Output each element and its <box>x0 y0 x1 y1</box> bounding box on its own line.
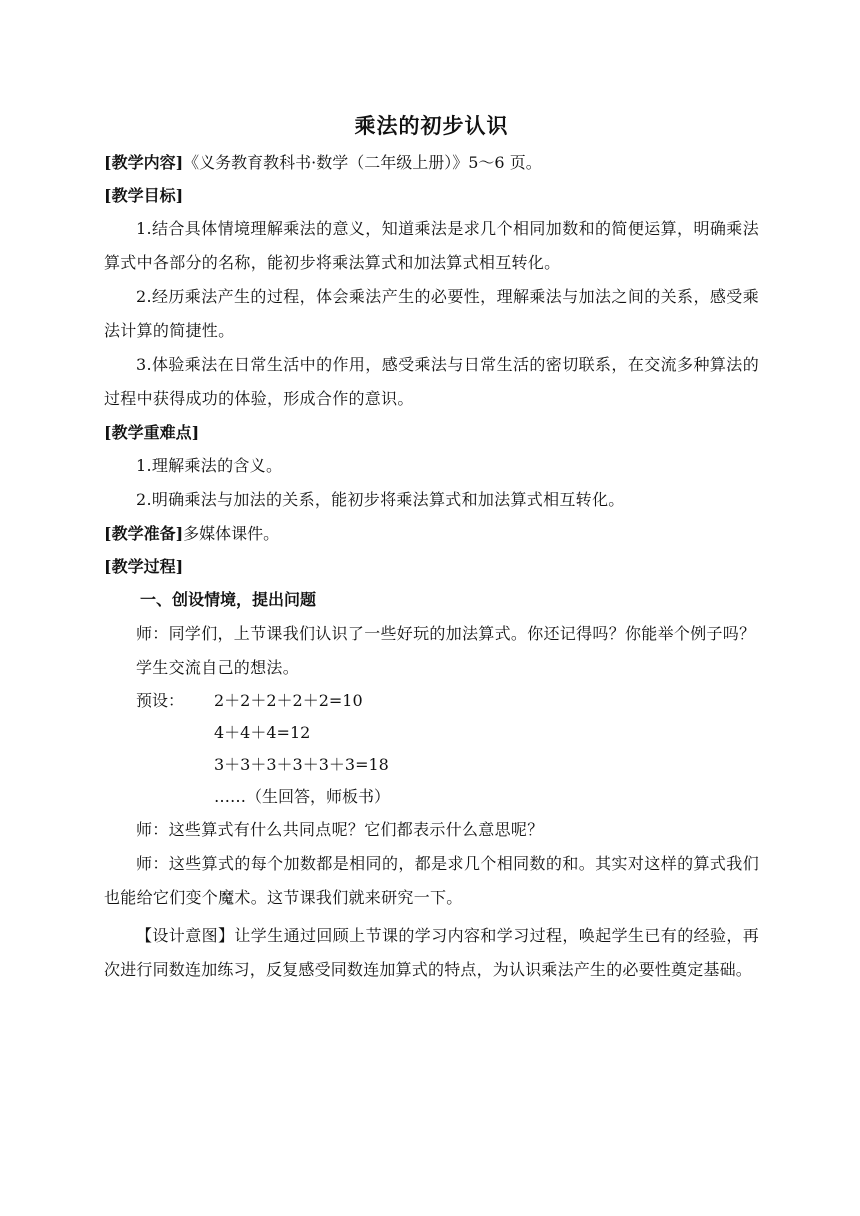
teaching-content-label: [教学内容] <box>104 153 184 172</box>
design-intent: 【设计意图】让学生通过回顾上节课的学习内容和学习过程，唤起学生已有的经验，再次进行同数连加练习，反复感受同数连加算式的特点，为认识乘法产生的必要性奠定基础。 <box>104 926 759 979</box>
preset-note: ……（生回答，师板书） <box>214 787 391 806</box>
key-points-heading <box>104 416 759 449</box>
objectives-label: [教学目标] <box>104 186 184 205</box>
preset-row-2 <box>104 717 759 749</box>
key-point-item-2: 2.明确乘法与加法的关系，能初步将乘法算式和加法算式相互转化。 <box>136 490 625 509</box>
objective-item-3: 3.体验乘法在日常生活中的作用，感受乘法与日常生活的密切联系，在交流多种算法的过程中获得成功的体验，形成合作的意识。 <box>104 355 759 408</box>
preset-equation-2: 4＋4＋4=12 <box>214 723 311 742</box>
preset-row-3 <box>104 749 759 781</box>
key-point-item-1: 1.理解乘法的含义。 <box>136 456 283 475</box>
key-points-label: [教学重难点] <box>104 423 200 442</box>
teaching-content-line <box>104 146 759 179</box>
teacher-question-1: 师：同学们，上节课我们认识了一些好玩的加法算式。你还记得吗？你能举个例子吗？ <box>136 624 756 643</box>
process-label: [教学过程] <box>104 557 184 576</box>
teacher-question-2: 师：这些算式有什么共同点呢？它们都表示什么意思呢？ <box>136 820 544 839</box>
preset-equation-1: 2＋2＋2＋2＋2=10 <box>214 691 363 710</box>
objectives-heading <box>104 179 759 212</box>
process-heading <box>104 550 759 583</box>
preparation-label: [教学准备] <box>104 524 184 543</box>
preparation-text: 多媒体课件。 <box>183 524 280 543</box>
objective-item-1: 1.结合具体情境理解乘法的意义，知道乘法是求几个相同加数和的简便运算，明确乘法算式中各部分的名称，能初步将乘法算式和加法算式相互转化。 <box>104 219 759 272</box>
student-exchange: 学生交流自己的想法。 <box>136 658 300 677</box>
preset-equation-3: 3＋3＋3＋3＋3＋3=18 <box>214 755 389 774</box>
objective-item-2: 2.经历乘法产生的过程，体会乘法产生的必要性，理解乘法与加法之间的关系，感受乘法计算的简捷性。 <box>104 287 759 340</box>
preset-row-1 <box>104 685 759 717</box>
preset-row-4 <box>104 781 759 813</box>
preset-label: 预设： <box>136 691 185 710</box>
section-1-title: 一、创设情境，提出问题 <box>140 590 317 609</box>
teacher-question-3: 师：这些算式的每个加数都是相同的，都是求几个相同数的和。其实对这样的算式我们也能给它们变个魔术。这节课我们就来研究一下。 <box>104 854 759 907</box>
preparation-line <box>104 517 759 550</box>
document-title: 乘法的初步认识 <box>354 113 509 138</box>
teaching-content-text: 《义务教育教科书·数学（二年级上册）》5～6 页。 <box>183 153 542 172</box>
document-page <box>104 106 759 987</box>
